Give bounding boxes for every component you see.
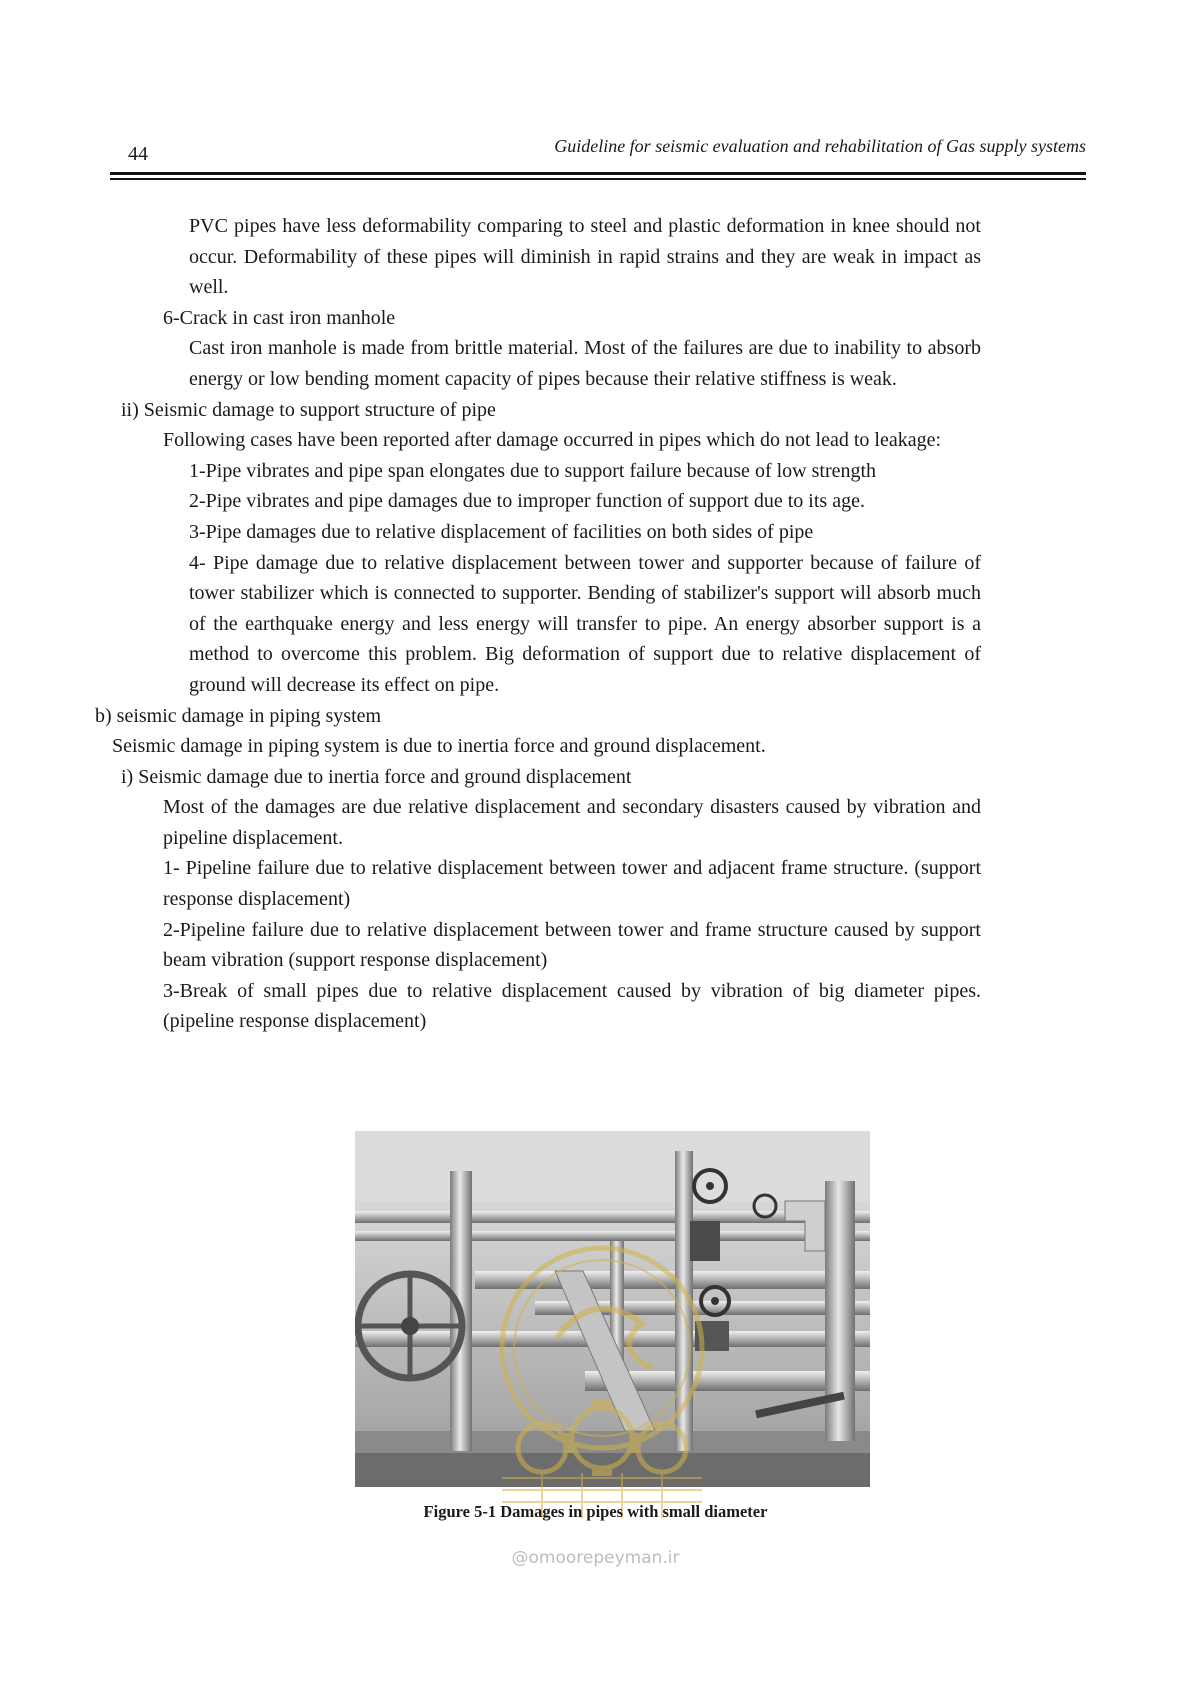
paragraph: Following cases have been reported after damage occurred in pipes which do not lead to leakage:: [163, 429, 942, 452]
list-item: 2-Pipeline failure due to relative displacement between tower and frame structure caused by support beam vibration (support response displacement): [163, 918, 981, 972]
list-item: 3-Pipe damages due to relative displacement of facilities on both sides of pipe: [189, 520, 814, 543]
list-item: 2-Pipe vibrates and pipe damages due to improper function of support due to its age.: [189, 490, 865, 513]
header-rule-thin: [110, 178, 1086, 180]
page-number: 44: [128, 143, 148, 165]
paragraph: 6-Crack in cast iron manhole: [163, 306, 396, 329]
paragraph: Most of the damages are due relative displacement and secondary disasters caused by vibration and pipeline displacement.: [163, 796, 981, 849]
paragraph: PVC pipes have less deformability comparing to steel and plastic deformation in knee should not occur. Deformability of these pipes will diminish in rapid strains and they are weak in impact as well.: [189, 215, 981, 299]
body-text: [0, 211, 1191, 1037]
list-item: 4- Pipe damage due to relative displacement between tower and supporter because of failure of tower stabilizer which is connected to supporter. Bending of stabilizer's support will absorb much of the earthquake energy and less energy will transfer to pipe. An energy absorber support is a method to overcome this problem. Big deformation of support due to relative displacement of ground will decrease its effect on pipe.: [189, 551, 981, 696]
list-item: 1- Pipeline failure due to relative displacement between tower and adjacent frame structure. (support response displacement): [163, 857, 981, 911]
running-header-title: Guideline for seismic evaluation and rehabilitation of Gas supply systems: [554, 136, 1086, 156]
subheading: b) seismic damage in piping system: [95, 704, 382, 727]
subheading: ii) Seismic damage to support structure of pipe: [121, 398, 496, 421]
paragraph: Cast iron manhole is made from brittle material. Most of the failures are due to inability to absorb energy or low bending moment capacity of pipes because their relative stiffness is weak.: [189, 337, 981, 390]
list-item: 3-Break of small pipes due to relative displacement caused by vibration of big diameter pipes. (pipeline response displacement): [163, 979, 981, 1033]
subheading: i) Seismic damage due to inertia force and ground displacement: [121, 765, 632, 788]
list-item: 1-Pipe vibrates and pipe span elongates due to support failure because of low strength: [189, 459, 877, 482]
watermark-text: @omoorepeyman.ir: [511, 1548, 680, 1568]
header-rule-thick: [110, 172, 1086, 175]
gear-seal-logo-icon: [482, 1228, 722, 1528]
figure-caption: Figure 5-1 Damages in pipes with small diameter: [423, 1502, 768, 1521]
paragraph: Seismic damage in piping system is due to inertia force and ground displacement.: [112, 735, 766, 758]
